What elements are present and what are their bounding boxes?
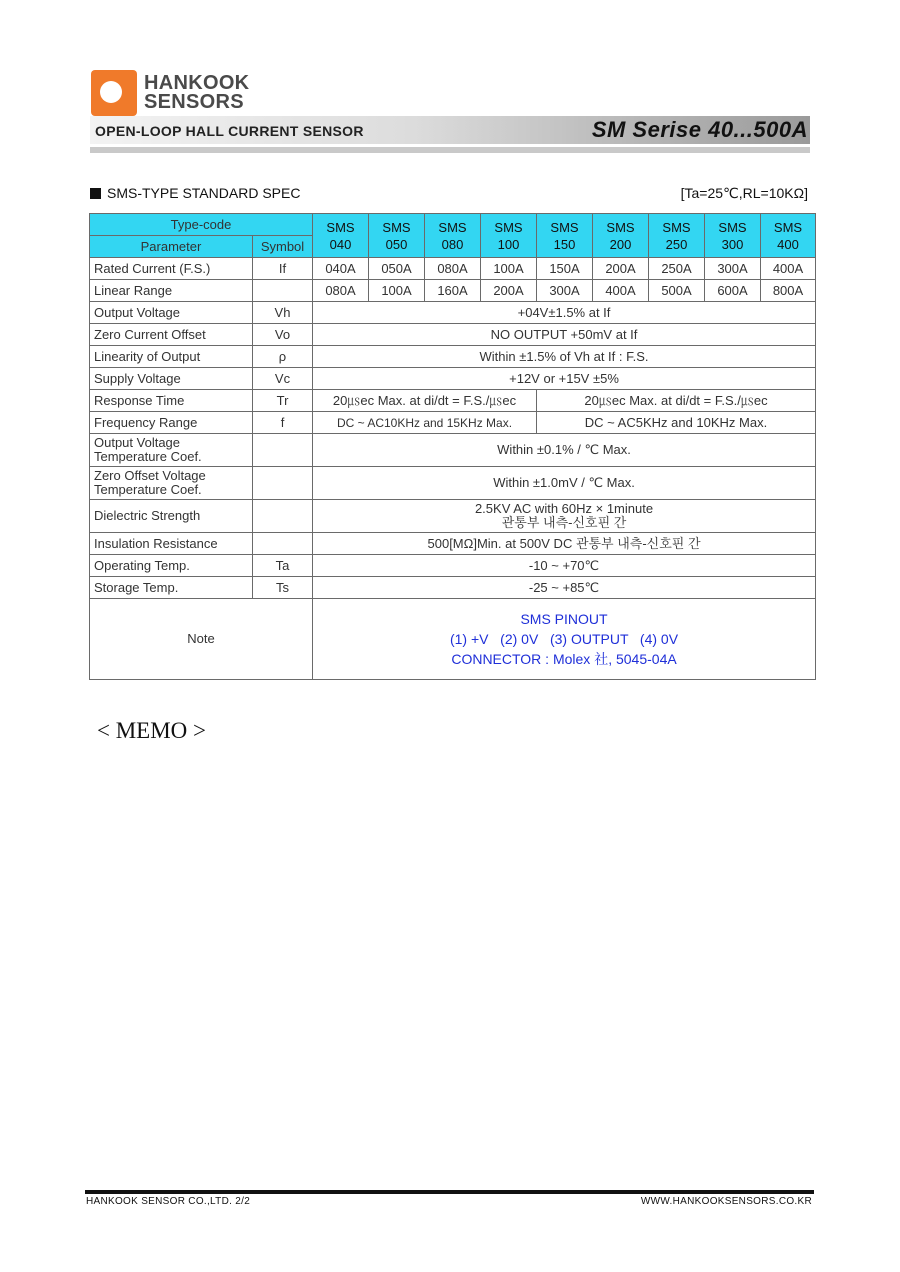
spec-table (89, 213, 816, 680)
header-underline (90, 147, 810, 153)
value-cell: Within ±1.5% of Vh at If : F.S. (313, 346, 816, 368)
symbol-cell: Vo (253, 324, 313, 346)
value-cell: 400A (761, 258, 816, 280)
table-row (90, 577, 816, 599)
value-cell: 300A (537, 280, 593, 302)
value-cell: DC ~ AC10KHz and 15KHz Max. (313, 412, 537, 434)
header-subtitle: OPEN-LOOP HALL CURRENT SENSOR (95, 123, 364, 139)
value-cell: 250A (649, 258, 705, 280)
param-cell: Zero Offset Voltage Temperature Coef. (90, 467, 253, 500)
table-header-row-1 (90, 214, 816, 236)
value-cell: 100A (369, 280, 425, 302)
value-cell: DC ~ AC5KHz and 10KHz Max. (537, 412, 816, 434)
table-row (90, 555, 816, 577)
param-cell: Insulation Resistance (90, 533, 253, 555)
symbol-cell: If (253, 258, 313, 280)
header-series-title: SM Serise 40...500A (591, 117, 808, 142)
param-cell: Output Voltage Temperature Coef. (90, 434, 253, 467)
note-line-1: SMS PINOUT (520, 611, 608, 627)
note-line-3: CONNECTOR : Molex 社, 5045-04A (451, 651, 677, 667)
logo-line1: HANKOOK (144, 72, 250, 94)
value-cell: 300A (705, 258, 761, 280)
param-cell: Output Voltage (90, 302, 253, 324)
symbol-cell: Tr (253, 390, 313, 412)
value-cell: 200A (593, 258, 649, 280)
table-row (90, 302, 816, 324)
table-row (90, 434, 816, 467)
table-row (90, 346, 816, 368)
param-cell: Rated Current (F.S.) (90, 258, 253, 280)
value-cell: +12V or +15V ±5% (313, 368, 816, 390)
footer-website: WWW.HANKOOKSENSORS.CO.KR (640, 1196, 812, 1207)
table-row (90, 324, 816, 346)
table-row (90, 258, 816, 280)
symbol-cell: Ta (253, 555, 313, 577)
value-cell: 400A (593, 280, 649, 302)
value-cell: 040A (313, 258, 369, 280)
value-cell: NO OUTPUT +50mV at If (313, 324, 816, 346)
value-cell: 080A (313, 280, 369, 302)
symbol-cell (253, 500, 313, 533)
footer-divider (85, 1190, 814, 1194)
value-cell: 200A (481, 280, 537, 302)
section-title (90, 185, 300, 201)
test-condition: [Ta=25℃,RL=10KΩ] (680, 185, 808, 201)
table-row (90, 368, 816, 390)
model-header: SMS 300 (705, 214, 761, 258)
table-row (90, 500, 816, 533)
value-cell: 150A (537, 258, 593, 280)
value-cell: 050A (369, 258, 425, 280)
param-cell: Dielectric Strength (90, 500, 253, 533)
value-cell: 080A (425, 258, 481, 280)
value-cell: Within ±1.0mV / ℃ Max. (313, 467, 816, 500)
symbol-cell: Ts (253, 577, 313, 599)
note-label: Note (90, 599, 313, 680)
param-cell: Supply Voltage (90, 368, 253, 390)
model-header: SMS 200 (593, 214, 649, 258)
param-cell: Linear Range (90, 280, 253, 302)
company-logo (91, 70, 249, 116)
value-cell: -25 ~ +85℃ (313, 577, 816, 599)
type-code-header: Type-code (90, 214, 313, 236)
symbol-cell: f (253, 412, 313, 434)
symbol-cell (253, 467, 313, 500)
table-row (90, 467, 816, 500)
param-cell: Linearity of Output (90, 346, 253, 368)
param-cell: Response Time (90, 390, 253, 412)
value-cell: 160A (425, 280, 481, 302)
value-cell: 800A (761, 280, 816, 302)
logo-text (144, 74, 249, 112)
model-header: SMS 100 (481, 214, 537, 258)
value-cell: 600A (705, 280, 761, 302)
model-header: SMS 250 (649, 214, 705, 258)
param-cell: Operating Temp. (90, 555, 253, 577)
param-cell: Zero Current Offset (90, 324, 253, 346)
logo-mark-icon (91, 70, 137, 116)
param-cell: Frequency Range (90, 412, 253, 434)
value-cell: 500[MΩ]Min. at 500V DC 관통부 내측-신호핀 간 (313, 533, 816, 555)
table-row-note (90, 599, 816, 680)
value-cell: 20㎲ec Max. at di/dt = F.S./㎲ec (537, 390, 816, 412)
symbol-cell: Vh (253, 302, 313, 324)
symbol-header: Symbol (253, 236, 313, 258)
table-row (90, 533, 816, 555)
section-title-text: SMS-TYPE STANDARD SPEC (107, 185, 301, 201)
model-header: SMS 040 (313, 214, 369, 258)
symbol-cell (253, 434, 313, 467)
symbol-cell (253, 533, 313, 555)
symbol-cell (253, 280, 313, 302)
value-cell: 2.5KV AC with 60Hz × 1minute 관통부 내측-신호핀 간 (313, 500, 816, 533)
table-row (90, 390, 816, 412)
value-cell: +04V±1.5% at If (313, 302, 816, 324)
value-cell: -10 ~ +70℃ (313, 555, 816, 577)
table-row (90, 280, 816, 302)
model-header: SMS 400 (761, 214, 816, 258)
model-header: SMS 080 (425, 214, 481, 258)
note-content (313, 599, 816, 680)
model-header: SMS 150 (537, 214, 593, 258)
symbol-cell: ρ (253, 346, 313, 368)
value-cell: 100A (481, 258, 537, 280)
param-cell: Storage Temp. (90, 577, 253, 599)
note-line-2: (1) +V (2) 0V (3) OUTPUT (4) 0V (449, 631, 679, 647)
logo-line2: SENSORS (144, 91, 244, 113)
table-row (90, 412, 816, 434)
memo-heading: < MEMO > (97, 718, 207, 743)
parameter-header: Parameter (90, 236, 253, 258)
value-cell: 500A (649, 280, 705, 302)
footer-company: HANKOOK SENSOR CO.,LTD. 2/2 (86, 1196, 251, 1207)
square-bullet-icon (90, 188, 101, 199)
value-cell: 20㎲ec Max. at di/dt = F.S./㎲ec (313, 390, 537, 412)
symbol-cell: Vc (253, 368, 313, 390)
model-header: SMS 050 (369, 214, 425, 258)
value-cell: Within ±0.1% / ℃ Max. (313, 434, 816, 467)
